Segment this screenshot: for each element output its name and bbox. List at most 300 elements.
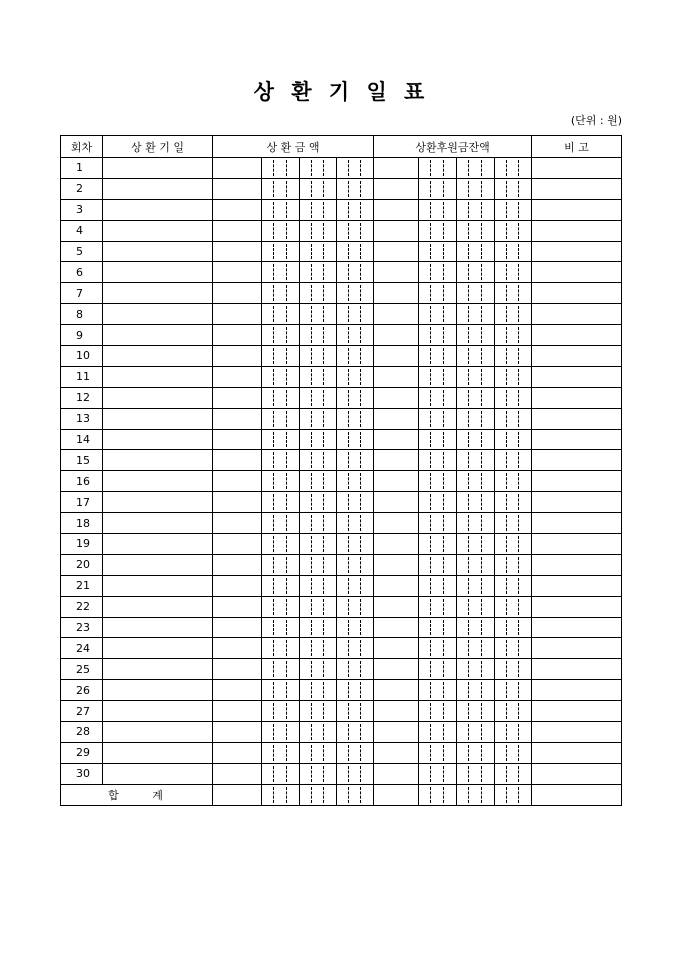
row-balance-cell	[457, 596, 495, 617]
row-amount-cell	[337, 534, 374, 555]
row-amount-cell	[213, 471, 262, 492]
row-balance-cell	[419, 680, 457, 701]
repayment-date-cell	[103, 199, 213, 220]
row-balance-cell	[495, 742, 532, 763]
row-balance-cell	[374, 304, 419, 325]
total-amount-cell	[300, 784, 337, 805]
row-amount-cell	[213, 722, 262, 743]
row-amount-cell	[262, 429, 300, 450]
row-balance-cell	[457, 492, 495, 513]
table-row	[61, 387, 622, 408]
row-balance-cell	[374, 366, 419, 387]
row-amount-cell	[337, 742, 374, 763]
row-balance-cell	[374, 325, 419, 346]
row-balance-cell	[495, 701, 532, 722]
table-row	[61, 325, 622, 346]
row-amount-cell	[337, 554, 374, 575]
table-row	[61, 742, 622, 763]
row-amount-cell	[262, 596, 300, 617]
row-amount-cell	[213, 325, 262, 346]
row-balance-cell	[457, 701, 495, 722]
row-balance-cell	[419, 387, 457, 408]
row-balance-cell	[495, 220, 532, 241]
row-balance-cell	[457, 638, 495, 659]
row-amount-cell	[300, 387, 337, 408]
row-amount-cell	[337, 262, 374, 283]
round-number: 4	[61, 220, 103, 241]
row-balance-cell	[374, 241, 419, 262]
row-balance-cell	[495, 722, 532, 743]
row-balance-cell	[374, 408, 419, 429]
row-amount-cell	[213, 283, 262, 304]
repayment-date-cell	[103, 346, 213, 367]
row-amount-cell	[262, 554, 300, 575]
row-balance-cell	[457, 554, 495, 575]
row-amount-cell	[337, 492, 374, 513]
header-repayment-date: 상 환 기 일	[103, 136, 213, 158]
round-number: 15	[61, 450, 103, 471]
row-balance-cell	[374, 722, 419, 743]
row-amount-cell	[262, 220, 300, 241]
row-balance-cell	[374, 680, 419, 701]
row-balance-cell	[374, 534, 419, 555]
row-amount-cell	[262, 513, 300, 534]
row-balance-cell	[419, 346, 457, 367]
row-balance-cell	[457, 722, 495, 743]
row-amount-cell	[300, 513, 337, 534]
table-row	[61, 722, 622, 743]
repayment-date-cell	[103, 408, 213, 429]
row-balance-cell	[495, 387, 532, 408]
row-amount-cell	[300, 659, 337, 680]
round-number: 12	[61, 387, 103, 408]
table-row	[61, 701, 622, 722]
row-amount-cell	[300, 199, 337, 220]
remarks-cell	[532, 722, 622, 743]
total-remarks-cell	[532, 784, 622, 805]
row-balance-cell	[419, 534, 457, 555]
row-amount-cell	[337, 366, 374, 387]
row-balance-cell	[457, 387, 495, 408]
total-balance-cell	[495, 784, 532, 805]
row-balance-cell	[457, 283, 495, 304]
remarks-cell	[532, 513, 622, 534]
round-number: 27	[61, 701, 103, 722]
row-amount-cell	[213, 492, 262, 513]
row-amount-cell	[337, 722, 374, 743]
row-amount-cell	[213, 742, 262, 763]
table-row	[61, 366, 622, 387]
table-row	[61, 408, 622, 429]
row-amount-cell	[262, 241, 300, 262]
row-amount-cell	[262, 199, 300, 220]
row-balance-cell	[374, 701, 419, 722]
round-number: 11	[61, 366, 103, 387]
row-balance-cell	[457, 763, 495, 784]
row-balance-cell	[419, 596, 457, 617]
row-balance-cell	[419, 513, 457, 534]
remarks-cell	[532, 346, 622, 367]
remarks-cell	[532, 262, 622, 283]
row-amount-cell	[262, 283, 300, 304]
round-number: 6	[61, 262, 103, 283]
row-balance-cell	[374, 429, 419, 450]
table-row	[61, 158, 622, 179]
row-balance-cell	[419, 701, 457, 722]
row-amount-cell	[300, 492, 337, 513]
row-balance-cell	[374, 283, 419, 304]
row-amount-cell	[213, 763, 262, 784]
row-amount-cell	[300, 158, 337, 179]
round-number: 28	[61, 722, 103, 743]
remarks-cell	[532, 429, 622, 450]
remarks-cell	[532, 178, 622, 199]
row-amount-cell	[337, 680, 374, 701]
remarks-cell	[532, 304, 622, 325]
row-balance-cell	[495, 262, 532, 283]
row-amount-cell	[337, 387, 374, 408]
repayment-date-cell	[103, 220, 213, 241]
row-balance-cell	[495, 554, 532, 575]
row-amount-cell	[337, 617, 374, 638]
row-amount-cell	[213, 659, 262, 680]
repayment-date-cell	[103, 763, 213, 784]
row-amount-cell	[337, 304, 374, 325]
remarks-cell	[532, 158, 622, 179]
round-number: 7	[61, 283, 103, 304]
repayment-date-cell	[103, 283, 213, 304]
row-balance-cell	[374, 220, 419, 241]
row-amount-cell	[262, 617, 300, 638]
row-amount-cell	[337, 199, 374, 220]
row-amount-cell	[300, 366, 337, 387]
row-amount-cell	[213, 680, 262, 701]
row-balance-cell	[495, 575, 532, 596]
row-amount-cell	[337, 220, 374, 241]
row-balance-cell	[419, 763, 457, 784]
row-amount-cell	[213, 387, 262, 408]
remarks-cell	[532, 387, 622, 408]
row-amount-cell	[337, 325, 374, 346]
row-balance-cell	[495, 283, 532, 304]
row-balance-cell	[457, 199, 495, 220]
row-balance-cell	[457, 575, 495, 596]
row-balance-cell	[457, 742, 495, 763]
row-amount-cell	[337, 241, 374, 262]
row-amount-cell	[337, 638, 374, 659]
remarks-cell	[532, 534, 622, 555]
row-balance-cell	[457, 471, 495, 492]
repayment-date-cell	[103, 158, 213, 179]
row-amount-cell	[213, 513, 262, 534]
round-number: 29	[61, 742, 103, 763]
row-amount-cell	[213, 408, 262, 429]
row-amount-cell	[213, 450, 262, 471]
row-balance-cell	[495, 366, 532, 387]
row-balance-cell	[495, 346, 532, 367]
row-amount-cell	[300, 617, 337, 638]
row-amount-cell	[300, 575, 337, 596]
row-balance-cell	[495, 617, 532, 638]
table-row	[61, 554, 622, 575]
row-amount-cell	[213, 638, 262, 659]
row-balance-cell	[457, 262, 495, 283]
row-amount-cell	[337, 471, 374, 492]
row-balance-cell	[419, 220, 457, 241]
table-row	[61, 575, 622, 596]
round-number: 21	[61, 575, 103, 596]
row-balance-cell	[419, 471, 457, 492]
row-balance-cell	[495, 534, 532, 555]
row-amount-cell	[337, 178, 374, 199]
row-balance-cell	[419, 450, 457, 471]
row-amount-cell	[337, 513, 374, 534]
row-amount-cell	[262, 763, 300, 784]
repayment-date-cell	[103, 513, 213, 534]
row-balance-cell	[419, 617, 457, 638]
row-amount-cell	[262, 680, 300, 701]
row-balance-cell	[374, 617, 419, 638]
row-amount-cell	[337, 283, 374, 304]
table-row	[61, 617, 622, 638]
row-balance-cell	[374, 158, 419, 179]
round-number: 30	[61, 763, 103, 784]
remarks-cell	[532, 554, 622, 575]
row-balance-cell	[457, 304, 495, 325]
table-row	[61, 450, 622, 471]
row-balance-cell	[419, 429, 457, 450]
row-amount-cell	[213, 220, 262, 241]
repayment-date-cell	[103, 554, 213, 575]
row-amount-cell	[300, 262, 337, 283]
row-amount-cell	[300, 763, 337, 784]
total-amount-cell	[337, 784, 374, 805]
row-balance-cell	[495, 325, 532, 346]
row-amount-cell	[262, 575, 300, 596]
round-number: 22	[61, 596, 103, 617]
row-amount-cell	[300, 554, 337, 575]
row-balance-cell	[374, 554, 419, 575]
repayment-date-cell	[103, 722, 213, 743]
table-row	[61, 199, 622, 220]
table-row	[61, 220, 622, 241]
repayment-date-cell	[103, 742, 213, 763]
repayment-date-cell	[103, 471, 213, 492]
round-number: 5	[61, 241, 103, 262]
row-amount-cell	[213, 346, 262, 367]
table-row	[61, 304, 622, 325]
remarks-cell	[532, 220, 622, 241]
row-balance-cell	[457, 325, 495, 346]
header-round: 회차	[61, 136, 103, 158]
row-balance-cell	[457, 366, 495, 387]
row-balance-cell	[374, 199, 419, 220]
row-balance-cell	[419, 742, 457, 763]
row-amount-cell	[300, 304, 337, 325]
repayment-date-cell	[103, 387, 213, 408]
row-balance-cell	[419, 575, 457, 596]
round-number: 16	[61, 471, 103, 492]
table-row	[61, 241, 622, 262]
round-number: 19	[61, 534, 103, 555]
row-amount-cell	[262, 304, 300, 325]
row-amount-cell	[262, 534, 300, 555]
table-row	[61, 262, 622, 283]
row-balance-cell	[374, 742, 419, 763]
row-amount-cell	[213, 575, 262, 596]
repayment-date-cell	[103, 450, 213, 471]
row-balance-cell	[495, 304, 532, 325]
round-number: 23	[61, 617, 103, 638]
row-amount-cell	[300, 241, 337, 262]
row-amount-cell	[300, 722, 337, 743]
table-row	[61, 283, 622, 304]
repayment-date-cell	[103, 659, 213, 680]
repayment-date-cell	[103, 366, 213, 387]
round-number: 24	[61, 638, 103, 659]
row-balance-cell	[374, 450, 419, 471]
row-amount-cell	[300, 471, 337, 492]
table-row	[61, 513, 622, 534]
row-amount-cell	[262, 262, 300, 283]
row-amount-cell	[337, 429, 374, 450]
remarks-cell	[532, 659, 622, 680]
row-amount-cell	[300, 534, 337, 555]
total-label: 합 계	[61, 784, 213, 805]
row-balance-cell	[419, 325, 457, 346]
row-amount-cell	[262, 158, 300, 179]
row-balance-cell	[374, 763, 419, 784]
row-balance-cell	[457, 178, 495, 199]
row-balance-cell	[419, 178, 457, 199]
row-balance-cell	[457, 450, 495, 471]
row-amount-cell	[262, 742, 300, 763]
row-balance-cell	[495, 471, 532, 492]
table-row	[61, 178, 622, 199]
round-number: 18	[61, 513, 103, 534]
header-remarks: 비 고	[532, 136, 622, 158]
row-amount-cell	[213, 178, 262, 199]
repayment-date-cell	[103, 701, 213, 722]
row-amount-cell	[337, 408, 374, 429]
row-amount-cell	[262, 701, 300, 722]
row-amount-cell	[262, 471, 300, 492]
row-amount-cell	[300, 408, 337, 429]
round-number: 1	[61, 158, 103, 179]
row-amount-cell	[262, 408, 300, 429]
row-balance-cell	[457, 408, 495, 429]
row-balance-cell	[495, 158, 532, 179]
row-balance-cell	[495, 408, 532, 429]
table-row	[61, 429, 622, 450]
round-number: 14	[61, 429, 103, 450]
row-balance-cell	[419, 408, 457, 429]
row-amount-cell	[300, 596, 337, 617]
row-balance-cell	[495, 513, 532, 534]
row-amount-cell	[213, 262, 262, 283]
repayment-date-cell	[103, 575, 213, 596]
row-balance-cell	[419, 554, 457, 575]
row-amount-cell	[262, 325, 300, 346]
table-row	[61, 659, 622, 680]
row-amount-cell	[300, 283, 337, 304]
row-amount-cell	[213, 534, 262, 555]
remarks-cell	[532, 325, 622, 346]
row-balance-cell	[457, 680, 495, 701]
row-balance-cell	[374, 596, 419, 617]
row-balance-cell	[495, 763, 532, 784]
row-amount-cell	[337, 659, 374, 680]
row-amount-cell	[300, 325, 337, 346]
repayment-date-cell	[103, 680, 213, 701]
round-number: 13	[61, 408, 103, 429]
total-balance-cell	[419, 784, 457, 805]
row-balance-cell	[374, 387, 419, 408]
row-balance-cell	[457, 158, 495, 179]
row-amount-cell	[300, 220, 337, 241]
row-amount-cell	[300, 429, 337, 450]
row-amount-cell	[262, 387, 300, 408]
row-amount-cell	[262, 366, 300, 387]
repayment-date-cell	[103, 241, 213, 262]
remarks-cell	[532, 638, 622, 659]
row-amount-cell	[213, 304, 262, 325]
table-row	[61, 534, 622, 555]
row-amount-cell	[337, 596, 374, 617]
row-balance-cell	[495, 659, 532, 680]
round-number: 20	[61, 554, 103, 575]
table-row	[61, 638, 622, 659]
row-balance-cell	[495, 199, 532, 220]
remarks-cell	[532, 763, 622, 784]
repayment-date-cell	[103, 325, 213, 346]
remarks-cell	[532, 408, 622, 429]
round-number: 3	[61, 199, 103, 220]
remarks-cell	[532, 575, 622, 596]
repayment-schedule-table	[60, 135, 622, 806]
row-amount-cell	[300, 680, 337, 701]
row-balance-cell	[457, 534, 495, 555]
row-amount-cell	[213, 701, 262, 722]
row-balance-cell	[495, 178, 532, 199]
row-amount-cell	[262, 346, 300, 367]
remarks-cell	[532, 199, 622, 220]
round-number: 25	[61, 659, 103, 680]
row-amount-cell	[213, 241, 262, 262]
row-balance-cell	[419, 241, 457, 262]
table-row	[61, 763, 622, 784]
row-amount-cell	[337, 158, 374, 179]
row-balance-cell	[374, 346, 419, 367]
row-amount-cell	[300, 450, 337, 471]
row-balance-cell	[374, 513, 419, 534]
unit-note: (단위 : 원)	[570, 114, 622, 127]
row-balance-cell	[457, 241, 495, 262]
header-row	[61, 136, 622, 158]
row-balance-cell	[419, 722, 457, 743]
table-row	[61, 680, 622, 701]
row-amount-cell	[213, 158, 262, 179]
table-row	[61, 346, 622, 367]
row-amount-cell	[337, 346, 374, 367]
table-row	[61, 596, 622, 617]
row-amount-cell	[262, 492, 300, 513]
repayment-date-cell	[103, 262, 213, 283]
row-balance-cell	[419, 659, 457, 680]
table-row	[61, 471, 622, 492]
remarks-cell	[532, 241, 622, 262]
row-amount-cell	[213, 199, 262, 220]
